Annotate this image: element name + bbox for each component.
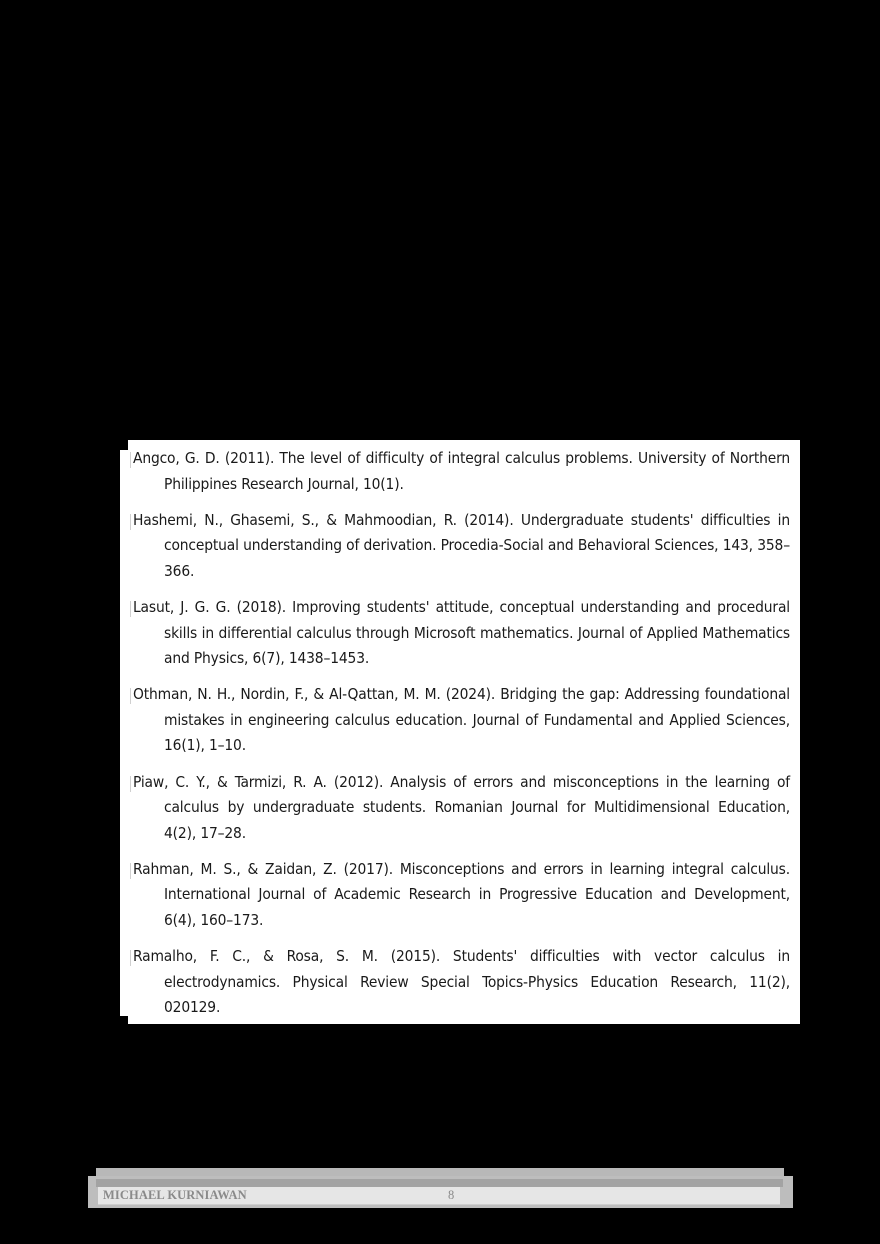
- page-number: 8: [448, 1188, 455, 1202]
- reference-entry: Ramalho, F. C., & Rosa, S. M. (2015). Students' difficulties with vector calculus in electrodynamics. Physical Review Special Topics-Physics Education Research, 11(2), 020129.: [133, 944, 790, 1021]
- footer-author: MICHAEL KURNIAWAN: [103, 1188, 247, 1202]
- reference-entry: Angco, G. D. (2011). The level of difficulty of integral calculus problems. University of Northern Philippines Research Journal, 10(1).: [133, 446, 790, 497]
- reference-entry: Piaw, C. Y., & Tarmizi, R. A. (2012). Analysis of errors and misconceptions in the learning of calculus by undergraduate students. Romanian Journal for Multidimensional Education, 4(2), 17–28.: [133, 770, 790, 847]
- reference-entry: Othman, N. H., Nordin, F., & Al-Qattan, M. M. (2024). Bridging the gap: Addressing foundational mistakes in engineering calculus education. Journal of Fundamental and Applied Sciences, 16(1), 1–10.: [133, 682, 790, 759]
- reference-entry: Hashemi, N., Ghasemi, S., & Mahmoodian, R. (2014). Undergraduate students' difficulties in conceptual understanding of derivation. Procedia-Social and Behavioral Sciences, 143, 358–366.: [133, 508, 790, 585]
- reference-list: [133, 446, 790, 1031]
- reference-entry: Rahman, M. S., & Zaidan, Z. (2017). Misconceptions and errors in learning integral calculus. International Journal of Academic Research in Progressive Education and Development, 6(4), 160–173.: [133, 857, 790, 934]
- reference-entry: Lasut, J. G. G. (2018). Improving students' attitude, conceptual understanding and procedural skills in differential calculus through Microsoft mathematics. Journal of Applied Mathematics and Physics, 6(7), 1438–1453.: [133, 595, 790, 672]
- footer-divider: [96, 1179, 783, 1187]
